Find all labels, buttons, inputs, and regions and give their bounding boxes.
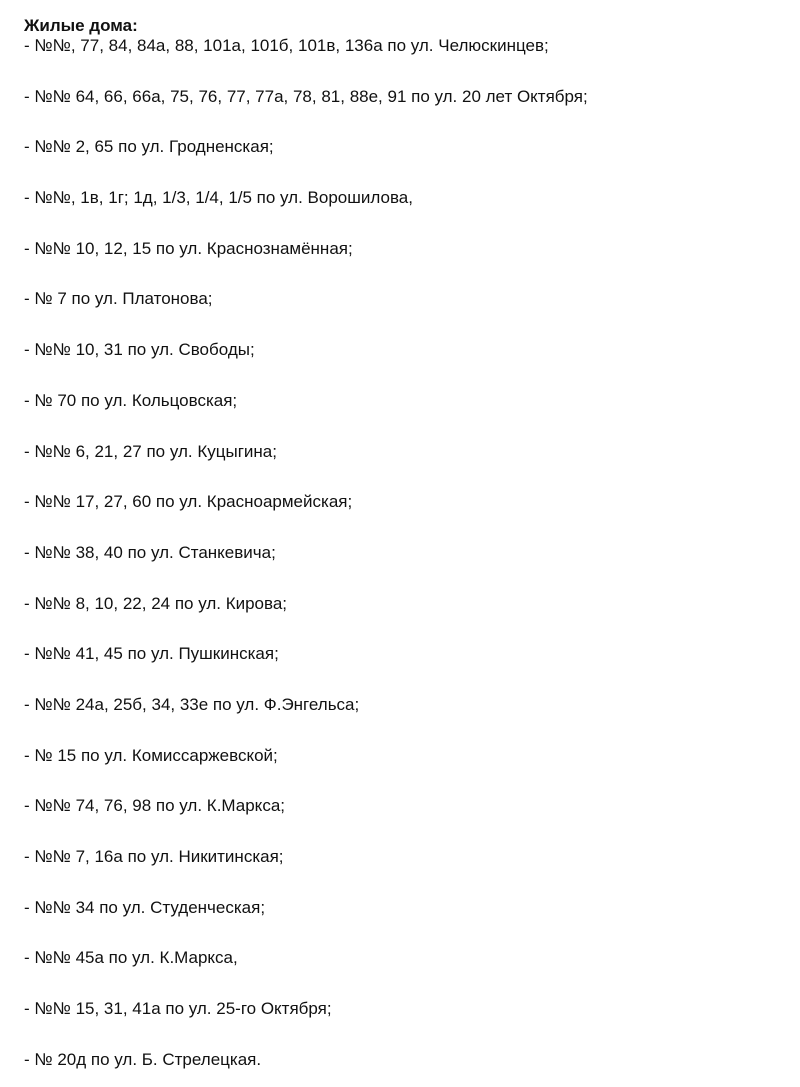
section-heading: Жилые дома: bbox=[24, 16, 138, 35]
list-item: - №№ 6, 21, 27 по ул. Куцыгина; bbox=[24, 441, 277, 461]
list-item: - №№ 24а, 25б, 34, 33е по ул. Ф.Энгельса; bbox=[24, 694, 360, 714]
list-item: - №№ 64, 66, 66а, 75, 76, 77, 77а, 78, 81, 88е, 91 по ул. 20 лет Октября; bbox=[24, 86, 588, 106]
list-item: - № 15 по ул. Комиссаржевской; bbox=[24, 745, 278, 765]
list-item: - №№ 74, 76, 98 по ул. К.Маркса; bbox=[24, 796, 285, 816]
list-item: - №№ 45а по ул. К.Маркса, bbox=[24, 948, 238, 968]
list-item: - №№ 8, 10, 22, 24 по ул. Кирова; bbox=[24, 593, 288, 613]
list-item: - № 20д по ул. Б. Стрелецкая. bbox=[24, 1049, 262, 1069]
list-item: - №№ 7, 16а по ул. Никитинская; bbox=[24, 847, 284, 866]
list-item: - №№ 17, 27, 60 по ул. Красноармейская; bbox=[24, 492, 353, 512]
list-item: - №№, 1в, 1г; 1д, 1/3, 1/4, 1/5 по ул. Ворошилова, bbox=[24, 188, 413, 208]
list-item: - № 70 по ул. Кольцовская; bbox=[24, 390, 238, 410]
list-item: - №№ 41, 45 по ул. Пушкинская; bbox=[24, 644, 279, 664]
document-page bbox=[24, 16, 794, 1070]
list-item: - №№ 38, 40 по ул. Станкевича; bbox=[24, 542, 276, 562]
list-item: - № 7 по ул. Платонова; bbox=[24, 289, 213, 309]
list-item: - №№ 2, 65 по ул. Гродненская; bbox=[24, 137, 274, 157]
list-item: - №№, 77, 84, 84а, 88, 101а, 101б, 101в, 136а по ул. Челюскинцев; bbox=[24, 36, 549, 55]
list-item: - №№ 10, 12, 15 по ул. Краснознамённая; bbox=[24, 238, 353, 258]
list-item: - №№ 34 по ул. Студенческая; bbox=[24, 897, 266, 917]
address-list bbox=[24, 36, 794, 1070]
list-item: - №№ 10, 31 по ул. Свободы; bbox=[24, 340, 255, 360]
list-item: - №№ 15, 31, 41а по ул. 25-го Октября; bbox=[24, 999, 332, 1019]
